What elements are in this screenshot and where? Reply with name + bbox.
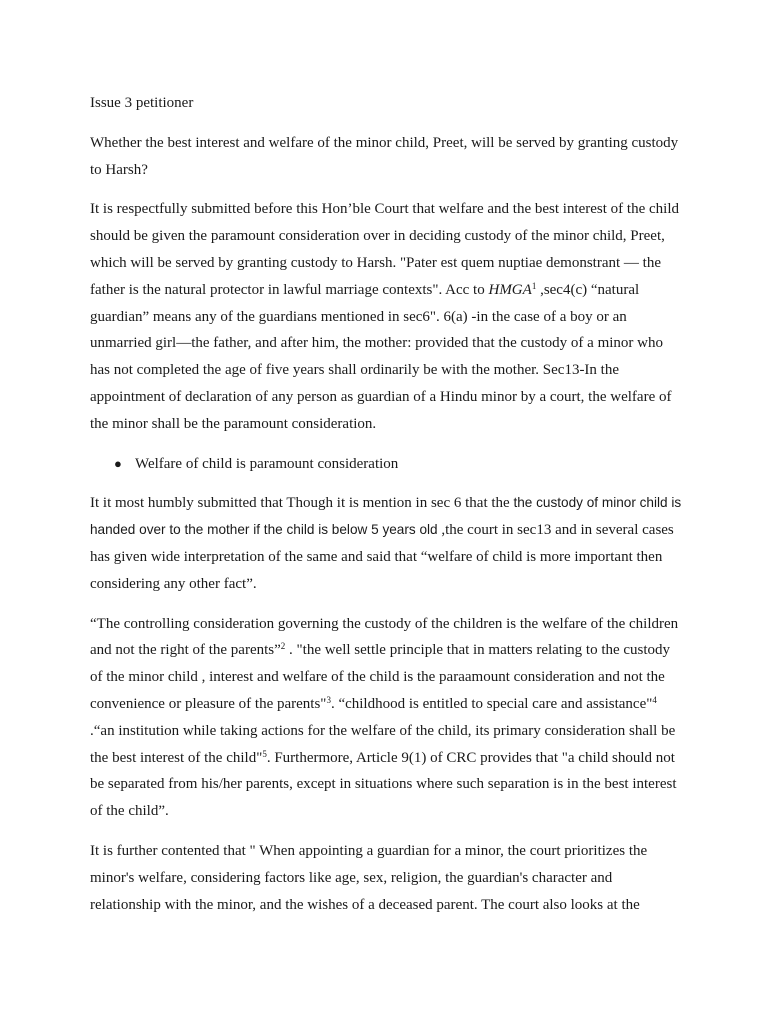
quotation-text-3: . “childhood is entitled to special care and assistance" bbox=[330, 695, 653, 712]
document-page bbox=[90, 90, 682, 931]
bullet-label: Welfare of child is paramount consideration bbox=[135, 455, 399, 472]
quotation-text-1: “The controlling consideration governing the custody of the children is the welfare of the children and not the right of the parents” bbox=[90, 615, 679, 659]
paragraph-submission bbox=[90, 196, 682, 437]
quotation-text-5: . Furthermore, Article 9(1) of CRC provides that "a child should not be separated from his/her parents, except in situations where such separation is in the best interest of the child”. bbox=[90, 749, 677, 820]
issue-question: Whether the best interest and welfare of the minor child, Preet, will be served by granting custody to Harsh? bbox=[90, 134, 679, 178]
submission-text: It is respectfully submitted before this Hon’ble Court that welfare and the best interest of the child should be given the paramount consideration over in deciding custody of the minor child, Preet, which will be served by granting custody to Harsh. "Pater est quem nuptiae demonstrant — the father is the natural protector in lawful marriage contexts". Acc to bbox=[90, 201, 679, 298]
interpretation-text: It it most humbly submitted that Though it is mention in sec 6 that the bbox=[90, 495, 514, 512]
quotation-text-2: . "the well settle principle that in matters relating to the custody of the minor child , interest and welfare of the child is the paraamount consideration and not the convenience or pleasure of the parents" bbox=[90, 642, 671, 712]
act-abbreviation: HMGA bbox=[488, 281, 532, 298]
bullet-item bbox=[90, 451, 682, 478]
quotation-text-4: .“an institution while taking actions for the welfare of the child, its primary consideration shall be the best interest of the child" bbox=[90, 722, 676, 766]
footnote-ref-5: 5 bbox=[262, 748, 267, 759]
paragraph-contention: It is further contented that " When appointing a guardian for a minor, the court prioritizes the minor's welfare, considering factors like age, sex, religion, the guardian's character and relationship with the minor, and the wishes of a deceased parent. The court also looks at the bbox=[90, 842, 648, 913]
submission-text-continued: ,sec4(c) “natural guardian” means any of the guardians mentioned in sec6". 6(a) -in the case of a boy or an unmarried girl—the father, and after him, the mother: provided that the custody of a minor who has not completed the age of five years shall ordinarily be with the mother. Sec13-In the appointment of declaration of any person as guardian of a Hindu minor by a court, the welfare of the minor shall be the paramount consideration. bbox=[90, 281, 672, 432]
footnote-ref-4: 4 bbox=[652, 694, 657, 705]
footnote-ref-1: 1 bbox=[531, 280, 537, 291]
footnote-ref-2: 2 bbox=[280, 641, 286, 652]
footnote-ref-3: 3 bbox=[326, 694, 331, 705]
paragraph-quotations bbox=[90, 611, 682, 825]
issue-heading: Issue 3 petitioner bbox=[90, 95, 194, 111]
interpretation-text-continued: ,the court in sec13 and in several cases has given wide interpretation of the same and said that “welfare of child is more important then considering any other fact”. bbox=[90, 522, 674, 592]
bullet-icon: ● bbox=[114, 455, 122, 471]
interpretation-sans-text: the custody of minor child is handed over to the mother if the child is below 5 years old bbox=[90, 495, 682, 538]
paragraph-interpretation bbox=[90, 490, 682, 597]
